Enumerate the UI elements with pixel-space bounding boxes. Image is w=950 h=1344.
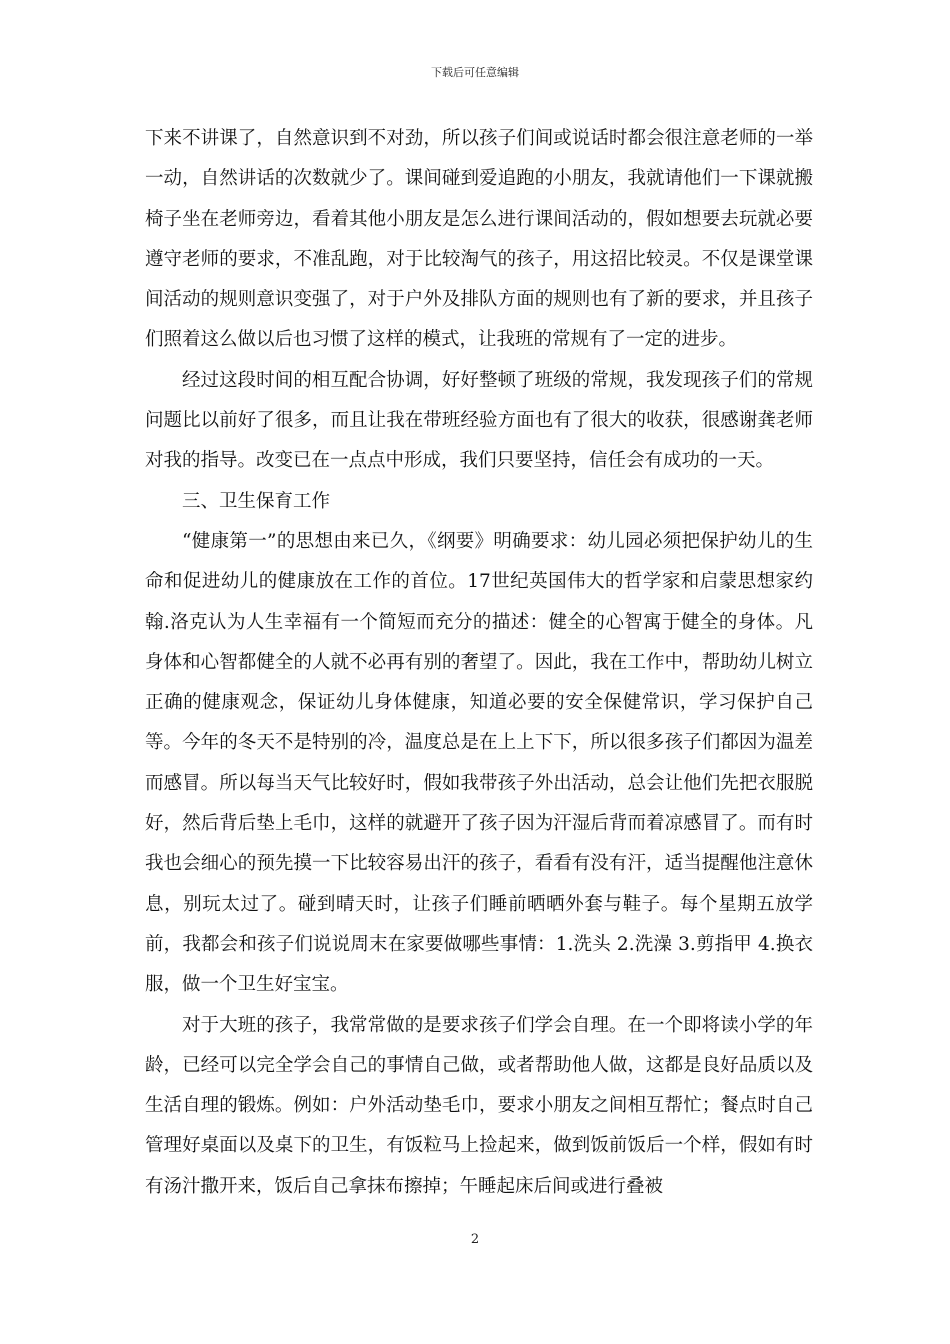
paragraph-routine-summary: 经过这段时间的相互配合协调，好好整顿了班级的常规，我发现孩子们的常规问题比以前好了很多，而且让我在带班经验方面也有了很大的收获，很感谢龚老师对我的指导。改变已在一点点中形成，我们只要坚持，信任会有成功的一天。 — [145, 369, 813, 472]
document-body — [145, 119, 813, 1207]
paragraph-classroom-rules: 下来不讲课了，自然意识到不对劲，所以孩子们间或说话时都会很注意老师的一举一动，自然讲话的次数就少了。课间碰到爱追跑的小朋友，我就请他们一下课就搬椅子坐在老师旁边，看着其他小朋友是怎么进行课间活动的，假如想要去玩就必要遵守老师的要求，不准乱跑，对于比较淘气的孩子，用这招比较灵。不仅是课堂课间活动的规则意识变强了，对于户外及排队方面的规则也有了新的要求，并且孩子们照着这么做以后也习惯了这样的模式，让我班的常规有了一定的进步。 — [145, 128, 813, 351]
paragraph-self-care: 对于大班的孩子，我常常做的是要求孩子们学会自理。在一个即将读小学的年龄，已经可以完全学会自己的事情自己做，或者帮助他人做，这都是良好品质以及生活自理的锻炼。例如：户外活动垫毛巾，要求小朋友之间相互帮忙；餐点时自己管理好桌面以及桌下的卫生，有饭粒马上捡起来，做到饭前饭后一个样，假如有时有汤汁撒开来，饭后自己拿抹布擦掉；午睡起床后间或进行叠被 — [145, 1014, 813, 1197]
page-number: 2 — [470, 1232, 480, 1247]
page-header: 下载后可任意编辑 — [431, 66, 519, 79]
paragraph-health-first: “健康第一”的思想由来已久，《纲要》明确要求：幼儿园必须把保护幼儿的生命和促进幼儿的健康放在工作的首位。17世纪英国伟大的哲学家和启蒙思想家约翰.洛克认为人生幸福有一个简短而充分的描述：健全的心智寓于健全的身体。凡身体和心智都健全的人就不必再有别的奢望了。因此，我在工作中，帮助幼儿树立正确的健康观念，保证幼儿身体健康，知道必要的安全保健常识，学习保护自己等。今年的冬天不是特别的冷，温度总是在上上下下，所以很多孩子们都因为温差而感冒。所以每当天气比较好时，假如我带孩子外出活动，总会让他们先把衣服脱好，然后背后垫上毛巾，这样的就避开了孩子因为汗湿后背而着凉感冒了。而有时我也会细心的预先摸一下比较容易出汗的孩子，看看有没有汗，适当提醒他注意休息，别玩太过了。碰到晴天时，让孩子们睡前晒晒外套与鞋子。每个星期五放学前，我都会和孩子们说说周末在家要做哪些事情：1.洗头 2.洗澡 3.剪指甲 4.换衣服，做一个卫生好宝宝。 — [145, 530, 813, 996]
section-heading-hygiene-care: 三、卫生保育工作 — [182, 490, 331, 512]
